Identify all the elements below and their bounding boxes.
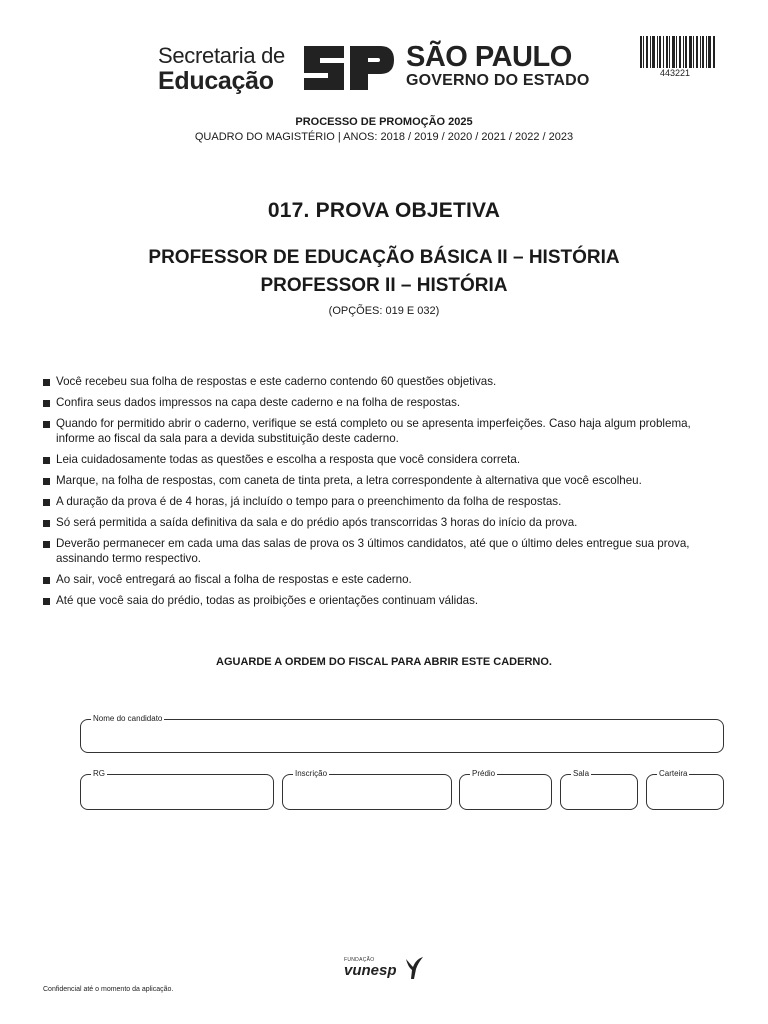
instruction-item (40, 593, 728, 608)
sala-field[interactable] (560, 769, 638, 810)
sp-monogram-icon (298, 44, 398, 92)
cargo-line2-subject: HISTÓRIA (416, 275, 508, 296)
square-bullet-icon (43, 457, 50, 464)
prova-title: 017. PROVA OBJETIVA (267, 199, 501, 222)
instruction-item (40, 473, 728, 488)
instruction-item (40, 416, 728, 446)
instruction-item (40, 536, 728, 566)
instruction-item (40, 572, 728, 587)
confidential-note: Confidencial até o momento da aplicação. (43, 986, 174, 993)
sp-subtitle: GOVERNO DO ESTADO (406, 72, 590, 89)
square-bullet-icon (43, 379, 50, 386)
instruction-item (40, 395, 728, 410)
instruction-item (40, 494, 728, 509)
instruction-item (40, 374, 728, 389)
instruction-text: Leia cuidadosamente todas as questões e escolha a resposta que você considera correta. (56, 453, 521, 466)
secretaria-logo (158, 44, 292, 94)
barcode-number: 443221 (660, 68, 691, 78)
fundacao-label: FUNDAÇÃO (344, 957, 375, 963)
square-bullet-icon (43, 577, 50, 584)
cargo-line1-subject: HISTÓRIA (528, 247, 620, 268)
inscricao-field[interactable] (282, 769, 452, 810)
square-bullet-icon (43, 478, 50, 485)
square-bullet-icon (43, 421, 50, 428)
cargo-line2 (0, 275, 768, 297)
instruction-text: Marque, na folha de respostas, com caneta de tinta preta, a letra correspondente à alternativa que você escolheu. (56, 474, 642, 487)
processo-title: PROCESSO DE PROMOÇÃO 2025 (295, 116, 473, 128)
instruction-text: Você recebeu sua folha de respostas e este caderno contendo 60 questões objetivas. (56, 375, 497, 388)
barcode (640, 36, 716, 68)
predio-label: Prédio (472, 769, 496, 778)
carteira-field[interactable] (646, 769, 724, 810)
vunesp-logo (340, 955, 430, 985)
secretaria-line2: Educação (158, 67, 274, 95)
instruction-text: Confira seus dados impressos na capa deste caderno e na folha de respostas. (56, 396, 461, 409)
instruction-item (40, 452, 728, 467)
inscricao-label: Inscrição (295, 769, 328, 778)
vunesp-bird-icon (402, 955, 424, 981)
instruction-text: Ao sair, você entregará ao fiscal a folha de respostas e este caderno. (56, 573, 412, 586)
nome-candidato-label: Nome do candidato (93, 714, 163, 723)
square-bullet-icon (43, 520, 50, 527)
instruction-text: A duração da prova é de 4 horas, já incluído o tempo para o preenchimento da folha de respostas. (56, 495, 562, 508)
processo-years: QUADRO DO MAGISTÉRIO | ANOS: 2018 / 2019 / 2020 / 2021 / 2022 / 2023 (194, 131, 574, 143)
instructions-list (40, 374, 728, 614)
cargo-line2-prefix: PROFESSOR II – (260, 275, 417, 296)
nome-candidato-field[interactable] (80, 714, 724, 753)
sp-title: SÃO PAULO (406, 41, 572, 73)
predio-field[interactable] (459, 769, 552, 810)
vunesp-wordmark: vunesp (344, 962, 397, 979)
secretaria-line1: Secretaria de (158, 43, 285, 68)
instruction-text: Deverão permanecer em cada uma das salas de prova os 3 últimos candidatos, até que o último deles entregue sua prova, assinando termo respectivo. (56, 537, 690, 565)
rg-field[interactable] (80, 769, 274, 810)
square-bullet-icon (43, 541, 50, 548)
cargo-line1-prefix: PROFESSOR DE EDUCAÇÃO BÁSICA II – (148, 247, 529, 268)
square-bullet-icon (43, 598, 50, 605)
sp-government-name (406, 42, 590, 90)
instruction-item (40, 515, 728, 530)
cargo-line1 (0, 247, 768, 269)
aguarde-notice: AGUARDE A ORDEM DO FISCAL PARA ABRIR ESTE CADERNO. (216, 656, 552, 668)
instruction-text: Só será permitida a saída definitiva da sala e do prédio após transcorridas 3 horas do início da prova. (56, 516, 578, 529)
square-bullet-icon (43, 400, 50, 407)
instruction-text: Até que você saia do prédio, todas as proibições e orientações continuam válidas. (56, 594, 479, 607)
sala-label: Sala (573, 769, 590, 778)
rg-label: RG (93, 769, 105, 778)
instruction-text: Quando for permitido abrir o caderno, verifique se está completo ou se apresenta imperfeições. Caso haja algum problema, informe ao fiscal da sala para a devida substituição deste caderno. (56, 417, 691, 445)
carteira-label: Carteira (659, 769, 688, 778)
square-bullet-icon (43, 499, 50, 506)
opcoes: (OPÇÕES: 019 E 032) (328, 305, 440, 317)
